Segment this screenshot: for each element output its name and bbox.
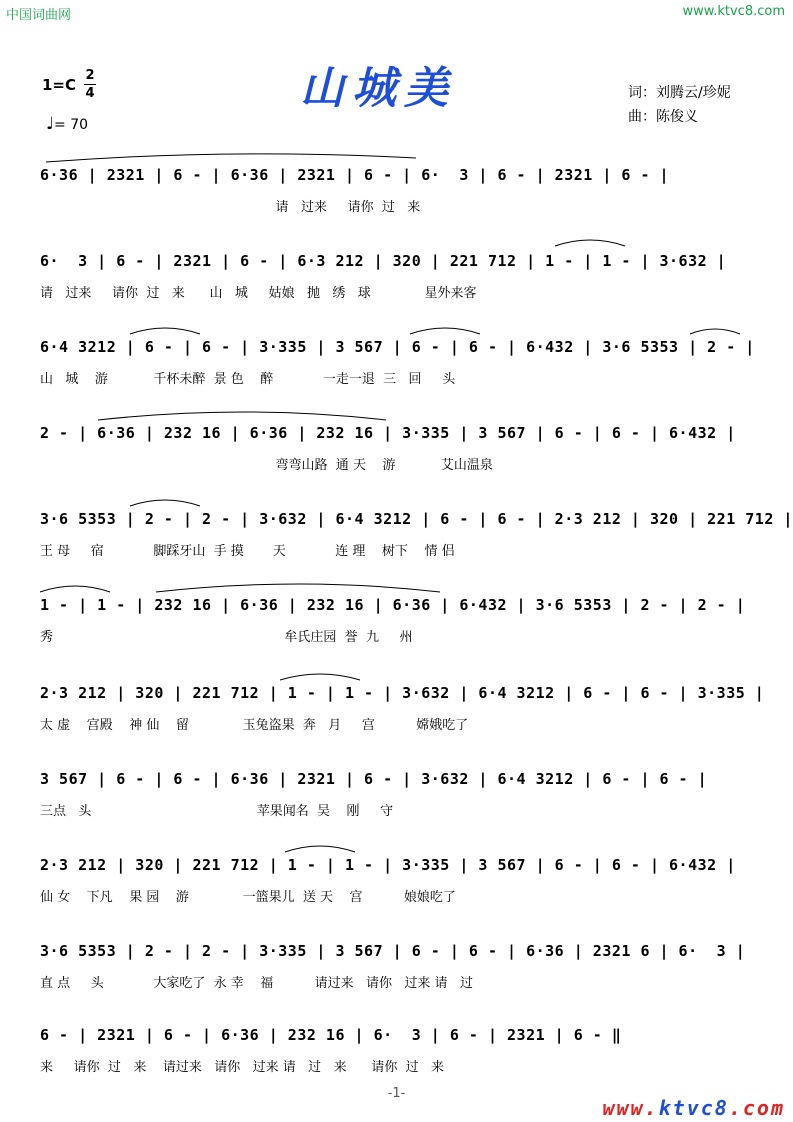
- tempo-marking: [46, 114, 88, 134]
- system-1-notes: 6·36 | 2321 | 6 - | 6·36 | 2321 | 6 - | 6· 3 | 6 - | 2321 | 6 - |: [40, 166, 670, 184]
- system-9-lyrics: 仙 女 下凡 果 园 游 一篮果儿 送 天 宫 娘娘吃了: [40, 890, 456, 905]
- slur-mark: [410, 328, 480, 334]
- site-name-left[interactable]: 中国词曲网: [6, 8, 72, 23]
- time-signature: [84, 68, 96, 101]
- system-4-lyrics: 弯弯山路 通 天 游 艾山温泉: [40, 458, 493, 473]
- slur-mark: [555, 240, 625, 246]
- slur-mark: [40, 586, 110, 592]
- lyricist-credit: 词：刘腾云/珍妮: [628, 85, 731, 101]
- system-10-lyrics: 直 点 头 大家吃了 永 幸 福 请过来 请你 过来 请 过: [40, 976, 473, 991]
- song-title: 山城美: [300, 63, 456, 114]
- slur-mark: [690, 329, 740, 334]
- system-7-notes: 2·3 212 | 320 | 221 712 | 1 - | 1 - | 3·632 | 6·4 3212 | 6 - | 6 - | 3·335 |: [40, 684, 765, 702]
- slur-mark: [285, 846, 355, 852]
- system-10-notes: 3·6 5353 | 2 - | 2 - | 3·335 | 3 567 | 6 - | 6 - | 6·36 | 2321 6 | 6· 3 |: [40, 942, 746, 960]
- logo-tld: .com: [728, 1096, 785, 1120]
- system-8-lyrics: 三点 头 苹果闻名 吴 刚 守: [40, 804, 394, 819]
- logo-www: www.: [602, 1096, 659, 1120]
- time-signature-divider: [84, 84, 96, 85]
- slur-mark: [130, 328, 200, 334]
- system-8-notes: 3 567 | 6 - | 6 - | 6·36 | 2321 | 6 - | 3·632 | 6·4 3212 | 6 - | 6 - |: [40, 770, 708, 788]
- system-11-lyrics: 来 请你 过 来 请过来 请你 过来 请 过 来 请你 过 来: [40, 1060, 445, 1075]
- system-9-notes: 2·3 212 | 320 | 221 712 | 1 - | 1 - | 3·335 | 3 567 | 6 - | 6 - | 6·432 |: [40, 856, 736, 874]
- system-3-lyrics: 山 城 游 千杯未醉 景 色 醉 一走一退 三 回 头: [40, 372, 456, 387]
- system-5-lyrics: 王 母 宿 脚踩牙山 手 摸 天 连 理 树下 情 侣: [40, 544, 455, 559]
- system-6-lyrics: 秀 牟氏庄园 誉 九 州: [40, 630, 413, 645]
- system-4-notes: 2 - | 6·36 | 232 16 | 6·36 | 232 16 | 3·335 | 3 567 | 6 - | 6 - | 6·432 |: [40, 424, 736, 442]
- system-2-lyrics: 请 过来 请你 过 来 山 城 姑娘 抛 绣 球 星外来客: [40, 286, 477, 301]
- logo-domain: ktvc8: [658, 1096, 729, 1120]
- system-11-notes: 6 - | 2321 | 6 - | 6·36 | 232 16 | 6· 3 | 6 - | 2321 | 6 - ‖: [40, 1026, 622, 1044]
- key-signature: 1=C: [42, 76, 77, 94]
- slur-mark: [280, 674, 360, 680]
- site-logo[interactable]: [602, 1096, 785, 1120]
- slur-mark: [98, 412, 386, 420]
- system-5-notes: 3·6 5353 | 2 - | 2 - | 3·632 | 6·4 3212 | 6 - | 6 - | 2·3 212 | 320 | 221 712 |: [40, 510, 793, 528]
- system-7-lyrics: 太 虚 宫殿 神 仙 留 玉兔盗果 奔 月 宫 嫦娥吃了: [40, 718, 469, 733]
- slur-mark: [46, 154, 416, 162]
- system-6-notes: 1 - | 1 - | 232 16 | 6·36 | 232 16 | 6·36 | 6·432 | 3·6 5353 | 2 - | 2 - |: [40, 596, 746, 614]
- system-2-notes: 6· 3 | 6 - | 2321 | 6 - | 6·3 212 | 320 | 221 712 | 1 - | 1 - | 3·632 |: [40, 252, 727, 270]
- slur-mark: [130, 500, 200, 506]
- system-1-lyrics: 请 过来 请你 过 来: [40, 200, 421, 215]
- quarter-note-icon: ♩: [46, 114, 55, 134]
- slur-mark: [156, 584, 440, 592]
- tempo-value: = 70: [54, 117, 89, 133]
- time-signature-top: 2: [85, 68, 95, 83]
- page-number: -1-: [387, 1086, 406, 1101]
- system-3-notes: 6·4 3212 | 6 - | 6 - | 3·335 | 3 567 | 6 - | 6 - | 6·432 | 3·6 5353 | 2 - |: [40, 338, 755, 356]
- composer-credit: 曲：陈俊义: [628, 109, 698, 125]
- time-signature-bottom: 4: [85, 86, 95, 101]
- site-url-right[interactable]: www.ktvc8.com: [682, 4, 785, 19]
